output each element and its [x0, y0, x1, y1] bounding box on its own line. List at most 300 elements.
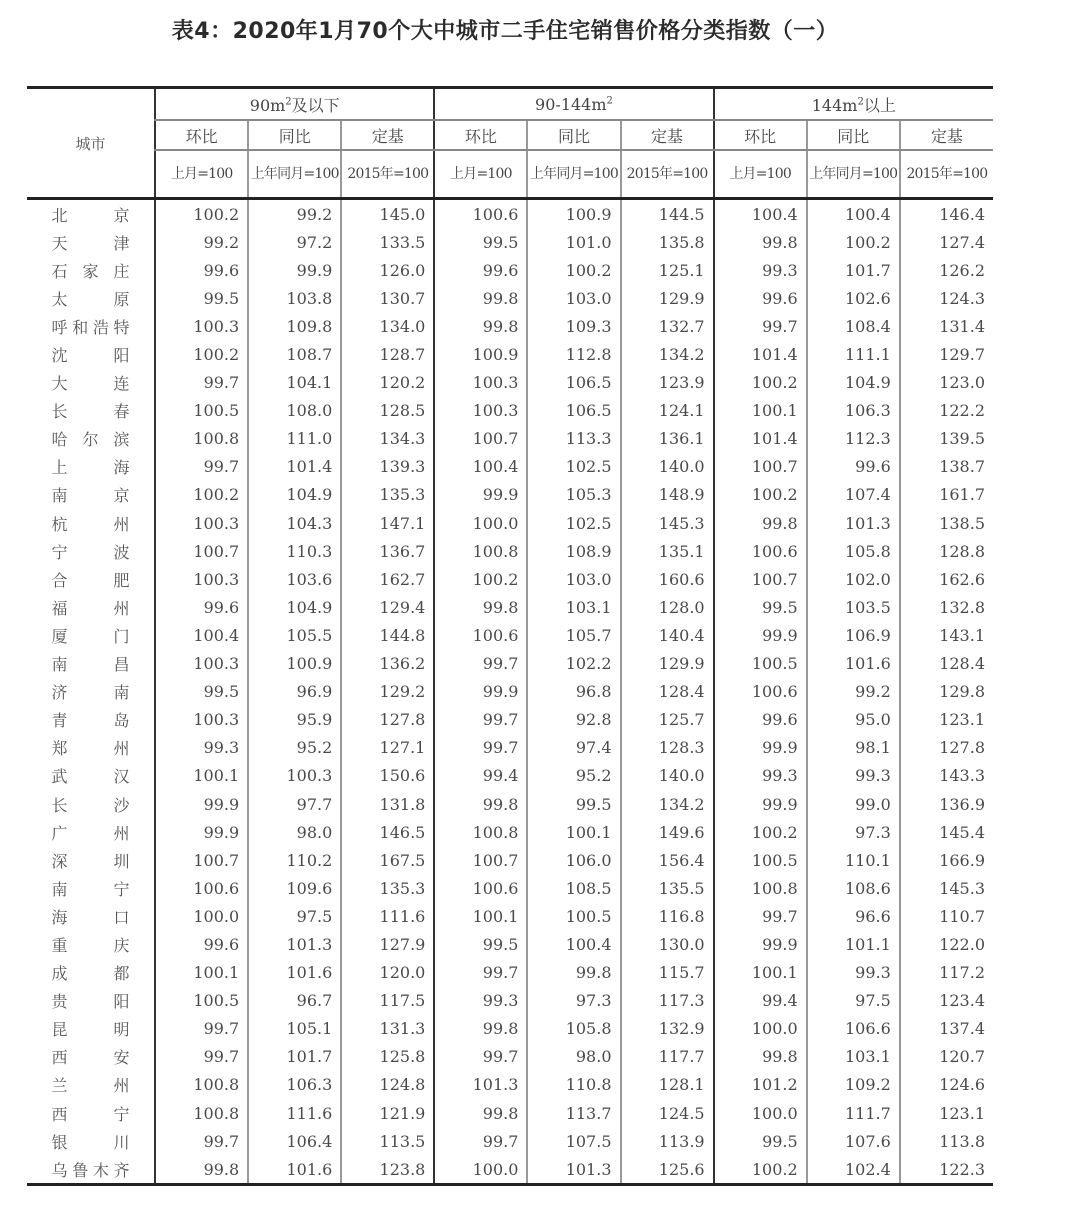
index-value: 100.2 [714, 369, 807, 397]
index-value: 104.9 [248, 481, 341, 509]
city-name [27, 537, 155, 565]
index-value: 100.6 [434, 621, 527, 649]
index-value: 99.9 [434, 481, 527, 509]
index-value: 97.5 [807, 987, 900, 1015]
index-value: 100.4 [155, 621, 248, 649]
table-row [27, 481, 993, 509]
column-header-city: 城市 [27, 88, 155, 199]
index-value: 99.8 [714, 1043, 807, 1071]
index-value: 100.5 [155, 987, 248, 1015]
index-value: 135.5 [621, 874, 714, 902]
city-name [27, 397, 155, 425]
index-value: 99.3 [714, 762, 807, 790]
index-value: 123.1 [900, 1099, 993, 1127]
index-value: 108.9 [527, 537, 620, 565]
city-name [27, 199, 155, 229]
index-value: 140.0 [621, 453, 714, 481]
index-value: 113.9 [621, 1127, 714, 1155]
index-value: 99.7 [155, 369, 248, 397]
index-value: 99.5 [527, 790, 620, 818]
index-value: 150.6 [341, 762, 434, 790]
index-value: 99.9 [434, 678, 527, 706]
table-row [27, 790, 993, 818]
index-value: 100.2 [714, 481, 807, 509]
index-value: 98.1 [807, 734, 900, 762]
index-value: 106.5 [527, 369, 620, 397]
index-value: 101.3 [248, 930, 341, 958]
index-value: 117.7 [621, 1043, 714, 1071]
table-row [27, 340, 993, 368]
index-value: 99.3 [434, 987, 527, 1015]
index-value: 99.6 [155, 593, 248, 621]
unit-header-mom: 上月=100 [714, 150, 807, 199]
city-name [27, 369, 155, 397]
index-value: 98.0 [248, 818, 341, 846]
index-value: 145.0 [341, 199, 434, 229]
city-name [27, 228, 155, 256]
index-value: 109.3 [527, 312, 620, 340]
index-value: 144.5 [621, 199, 714, 229]
index-value: 139.3 [341, 453, 434, 481]
table-row [27, 199, 993, 229]
index-value: 99.6 [807, 453, 900, 481]
table-row [27, 228, 993, 256]
index-value: 99.8 [714, 228, 807, 256]
index-value: 129.7 [900, 340, 993, 368]
index-value: 124.8 [341, 1071, 434, 1099]
index-value: 120.7 [900, 1043, 993, 1071]
index-value: 99.2 [807, 678, 900, 706]
index-value: 131.4 [900, 312, 993, 340]
city-label: 深圳 [51, 851, 130, 871]
city-label: 成都 [51, 964, 130, 984]
index-value: 102.5 [527, 453, 620, 481]
index-value: 108.0 [248, 397, 341, 425]
unit-header-fixed-base: 2015年=100 [621, 150, 714, 199]
city-name [27, 425, 155, 453]
index-value: 106.3 [248, 1071, 341, 1099]
city-label: 石家庄 [51, 261, 130, 281]
index-value: 132.9 [621, 1015, 714, 1043]
index-value: 100.1 [714, 397, 807, 425]
index-value: 100.6 [714, 537, 807, 565]
index-value: 135.1 [621, 537, 714, 565]
index-value: 95.2 [527, 762, 620, 790]
index-value: 104.3 [248, 509, 341, 537]
index-value: 99.9 [714, 621, 807, 649]
index-value: 92.8 [527, 706, 620, 734]
city-label: 长春 [51, 402, 130, 422]
city-label: 银川 [51, 1132, 130, 1152]
index-value: 101.1 [807, 930, 900, 958]
index-value: 113.7 [527, 1099, 620, 1127]
index-value: 138.5 [900, 509, 993, 537]
index-value: 112.3 [807, 425, 900, 453]
index-value: 148.9 [621, 481, 714, 509]
index-value: 109.8 [248, 312, 341, 340]
city-label: 福州 [51, 598, 130, 618]
index-value: 100.3 [434, 369, 527, 397]
index-value: 99.7 [434, 650, 527, 678]
table-row [27, 425, 993, 453]
table-row [27, 874, 993, 902]
group-header-144-above: $144m^2$以上 [714, 88, 993, 121]
index-value: 123.9 [621, 369, 714, 397]
index-value: 100.2 [714, 818, 807, 846]
city-name [27, 453, 155, 481]
index-value: 106.5 [527, 397, 620, 425]
table-row [27, 987, 993, 1015]
index-value: 100.6 [155, 874, 248, 902]
city-label: 南昌 [51, 655, 130, 675]
index-value: 99.5 [434, 228, 527, 256]
index-value: 129.9 [621, 650, 714, 678]
index-value: 105.7 [527, 621, 620, 649]
index-value: 104.9 [248, 593, 341, 621]
index-value: 99.9 [248, 256, 341, 284]
table-row [27, 453, 993, 481]
table-row [27, 650, 993, 678]
index-value: 103.0 [527, 284, 620, 312]
city-label: 北京 [51, 205, 130, 225]
city-name [27, 565, 155, 593]
city-label: 武汉 [51, 767, 130, 787]
index-value: 120.0 [341, 959, 434, 987]
index-value: 111.6 [341, 902, 434, 930]
index-value: 99.6 [155, 256, 248, 284]
index-value: 138.7 [900, 453, 993, 481]
city-label: 昆明 [51, 1020, 130, 1040]
index-value: 100.1 [155, 959, 248, 987]
table-row [27, 369, 993, 397]
table-row [27, 1015, 993, 1043]
index-value: 99.5 [155, 678, 248, 706]
city-label: 哈尔滨 [51, 430, 130, 450]
index-value: 128.0 [621, 593, 714, 621]
index-value: 111.7 [807, 1099, 900, 1127]
index-value: 128.7 [341, 340, 434, 368]
city-name [27, 340, 155, 368]
index-value: 97.3 [807, 818, 900, 846]
index-value: 106.9 [807, 621, 900, 649]
index-value: 95.9 [248, 706, 341, 734]
index-value: 100.2 [807, 228, 900, 256]
index-value: 112.8 [527, 340, 620, 368]
city-label: 南京 [51, 486, 130, 506]
city-label: 天津 [51, 233, 130, 253]
index-value: 99.7 [434, 959, 527, 987]
index-value: 100.3 [155, 312, 248, 340]
city-label: 大连 [51, 374, 130, 394]
index-value: 102.5 [527, 509, 620, 537]
index-value: 99.7 [714, 902, 807, 930]
table-row [27, 397, 993, 425]
city-label: 广州 [51, 823, 130, 843]
table-row [27, 256, 993, 284]
index-value: 136.1 [621, 425, 714, 453]
index-value: 113.5 [341, 1127, 434, 1155]
city-name [27, 734, 155, 762]
index-value: 146.4 [900, 199, 993, 229]
index-value: 162.6 [900, 565, 993, 593]
index-value: 99.0 [807, 790, 900, 818]
index-value: 100.7 [155, 846, 248, 874]
index-value: 100.1 [434, 902, 527, 930]
index-value: 111.6 [248, 1099, 341, 1127]
index-value: 100.0 [155, 902, 248, 930]
index-value: 99.3 [807, 959, 900, 987]
city-label: 杭州 [51, 514, 130, 534]
index-value: 123.4 [900, 987, 993, 1015]
index-value: 106.4 [248, 1127, 341, 1155]
city-name [27, 509, 155, 537]
index-value: 100.7 [155, 537, 248, 565]
index-value: 95.0 [807, 706, 900, 734]
index-value: 134.0 [341, 312, 434, 340]
index-value: 99.8 [434, 593, 527, 621]
city-label: 呼和浩特 [51, 317, 130, 337]
city-name [27, 959, 155, 987]
index-value: 100.8 [434, 537, 527, 565]
unit-header-fixed-base: 2015年=100 [900, 150, 993, 199]
city-label: 贵阳 [51, 992, 130, 1012]
index-value: 100.9 [434, 340, 527, 368]
index-value: 100.1 [527, 818, 620, 846]
index-value: 96.7 [248, 987, 341, 1015]
index-value: 136.2 [341, 650, 434, 678]
index-value: 99.3 [807, 762, 900, 790]
index-value: 131.3 [341, 1015, 434, 1043]
index-value: 128.1 [621, 1071, 714, 1099]
city-name [27, 256, 155, 284]
index-value: 99.7 [434, 1127, 527, 1155]
city-label: 太原 [51, 289, 130, 309]
index-value: 136.9 [900, 790, 993, 818]
city-label: 西安 [51, 1048, 130, 1068]
index-value: 99.8 [434, 1015, 527, 1043]
index-value: 100.4 [807, 199, 900, 229]
index-value: 122.2 [900, 397, 993, 425]
index-value: 107.6 [807, 1127, 900, 1155]
index-value: 99.3 [714, 256, 807, 284]
city-name [27, 987, 155, 1015]
index-value: 97.4 [527, 734, 620, 762]
index-value: 100.0 [714, 1099, 807, 1127]
table-row [27, 818, 993, 846]
index-value: 99.7 [434, 706, 527, 734]
city-name [27, 706, 155, 734]
index-value: 100.0 [434, 1155, 527, 1185]
unit-header-yoy: 上年同月=100 [807, 150, 900, 199]
city-label: 青岛 [51, 711, 130, 731]
subheader-mom: 环比 [155, 120, 248, 150]
city-label: 合肥 [51, 570, 130, 590]
index-value: 113.3 [527, 425, 620, 453]
city-name [27, 1043, 155, 1071]
table-row [27, 537, 993, 565]
index-value: 102.0 [807, 565, 900, 593]
city-name [27, 846, 155, 874]
city-label: 郑州 [51, 739, 130, 759]
index-value: 100.2 [155, 199, 248, 229]
city-name [27, 762, 155, 790]
subheader-yoy: 同比 [248, 120, 341, 150]
index-value: 99.6 [714, 284, 807, 312]
index-value: 101.3 [434, 1071, 527, 1099]
index-value: 108.6 [807, 874, 900, 902]
index-value: 122.3 [900, 1155, 993, 1185]
index-value: 97.3 [527, 987, 620, 1015]
index-value: 102.2 [527, 650, 620, 678]
table-row [27, 284, 993, 312]
index-value: 110.3 [248, 537, 341, 565]
index-value: 123.0 [900, 369, 993, 397]
index-value: 125.8 [341, 1043, 434, 1071]
subheader-mom: 环比 [714, 120, 807, 150]
city-name [27, 650, 155, 678]
index-value: 100.1 [155, 762, 248, 790]
city-name [27, 1099, 155, 1127]
index-value: 101.6 [248, 1155, 341, 1185]
index-value: 167.5 [341, 846, 434, 874]
city-name [27, 874, 155, 902]
index-value: 107.5 [527, 1127, 620, 1155]
index-value: 108.7 [248, 340, 341, 368]
index-value: 125.7 [621, 706, 714, 734]
city-name [27, 312, 155, 340]
city-name [27, 621, 155, 649]
city-name [27, 1071, 155, 1099]
city-label: 沈阳 [51, 346, 130, 366]
index-value: 132.8 [900, 593, 993, 621]
index-value: 100.6 [714, 678, 807, 706]
index-value: 100.4 [714, 199, 807, 229]
index-value: 129.8 [900, 678, 993, 706]
index-value: 100.9 [248, 650, 341, 678]
index-value: 99.9 [714, 930, 807, 958]
index-value: 99.5 [714, 593, 807, 621]
index-value: 99.8 [434, 1099, 527, 1127]
index-value: 99.8 [527, 959, 620, 987]
index-value: 100.3 [155, 650, 248, 678]
city-label: 济南 [51, 683, 130, 703]
city-label: 上海 [51, 458, 130, 478]
index-value: 97.5 [248, 902, 341, 930]
city-label: 长沙 [51, 795, 130, 815]
city-name [27, 902, 155, 930]
index-value: 146.5 [341, 818, 434, 846]
city-name [27, 1015, 155, 1043]
index-value: 161.7 [900, 481, 993, 509]
index-value: 127.8 [900, 734, 993, 762]
index-value: 105.1 [248, 1015, 341, 1043]
index-value: 128.4 [900, 650, 993, 678]
unit-header-fixed-base: 2015年=100 [341, 150, 434, 199]
index-value: 106.6 [807, 1015, 900, 1043]
subheader-yoy: 同比 [527, 120, 620, 150]
index-value: 101.7 [807, 256, 900, 284]
index-value: 99.4 [714, 987, 807, 1015]
group-header-90-144: $90-144m^2$ [434, 88, 713, 121]
index-value: 121.9 [341, 1099, 434, 1127]
index-value: 128.3 [621, 734, 714, 762]
subheader-fixed-base: 定基 [341, 120, 434, 150]
index-value: 100.1 [714, 959, 807, 987]
city-name [27, 481, 155, 509]
index-value: 101.7 [248, 1043, 341, 1071]
index-value: 128.5 [341, 397, 434, 425]
index-value: 98.0 [527, 1043, 620, 1071]
index-value: 110.1 [807, 846, 900, 874]
table-row [27, 621, 993, 649]
index-value: 108.5 [527, 874, 620, 902]
index-value: 111.0 [248, 425, 341, 453]
index-value: 129.2 [341, 678, 434, 706]
index-value: 99.7 [434, 734, 527, 762]
index-value: 100.8 [155, 1071, 248, 1099]
index-value: 137.4 [900, 1015, 993, 1043]
index-value: 113.8 [900, 1127, 993, 1155]
table-row [27, 1043, 993, 1071]
index-value: 100.3 [434, 397, 527, 425]
index-value: 126.0 [341, 256, 434, 284]
index-value: 125.6 [621, 1155, 714, 1185]
index-value: 99.3 [155, 734, 248, 762]
unit-header-yoy: 上年同月=100 [248, 150, 341, 199]
index-value: 144.8 [341, 621, 434, 649]
index-value: 99.6 [155, 930, 248, 958]
index-value: 101.3 [527, 1155, 620, 1185]
index-value: 100.6 [434, 199, 527, 229]
index-value: 99.9 [155, 790, 248, 818]
index-value: 99.9 [714, 790, 807, 818]
index-value: 100.8 [155, 425, 248, 453]
index-value: 149.6 [621, 818, 714, 846]
index-value: 97.2 [248, 228, 341, 256]
index-value: 103.1 [527, 593, 620, 621]
subheader-mom: 环比 [434, 120, 527, 150]
index-value: 99.7 [434, 1043, 527, 1071]
index-value: 109.6 [248, 874, 341, 902]
index-value: 100.5 [714, 846, 807, 874]
index-value: 117.2 [900, 959, 993, 987]
index-value: 103.1 [807, 1043, 900, 1071]
city-name [27, 790, 155, 818]
index-value: 166.9 [900, 846, 993, 874]
index-value: 100.2 [155, 340, 248, 368]
table-row [27, 1155, 993, 1185]
index-value: 99.8 [434, 284, 527, 312]
index-value: 128.4 [621, 678, 714, 706]
index-value: 99.5 [155, 284, 248, 312]
index-value: 123.8 [341, 1155, 434, 1185]
index-value: 111.1 [807, 340, 900, 368]
index-value: 135.3 [341, 874, 434, 902]
table-row [27, 312, 993, 340]
index-value: 99.7 [155, 1043, 248, 1071]
city-label: 厦门 [51, 626, 130, 646]
index-value: 125.1 [621, 256, 714, 284]
index-value: 100.3 [155, 509, 248, 537]
unit-header-mom: 上月=100 [434, 150, 527, 199]
subheader-fixed-base: 定基 [900, 120, 993, 150]
subheader-yoy: 同比 [807, 120, 900, 150]
city-name [27, 1127, 155, 1155]
index-value: 126.2 [900, 256, 993, 284]
index-value: 95.2 [248, 734, 341, 762]
index-value: 106.0 [527, 846, 620, 874]
city-label: 南宁 [51, 879, 130, 899]
